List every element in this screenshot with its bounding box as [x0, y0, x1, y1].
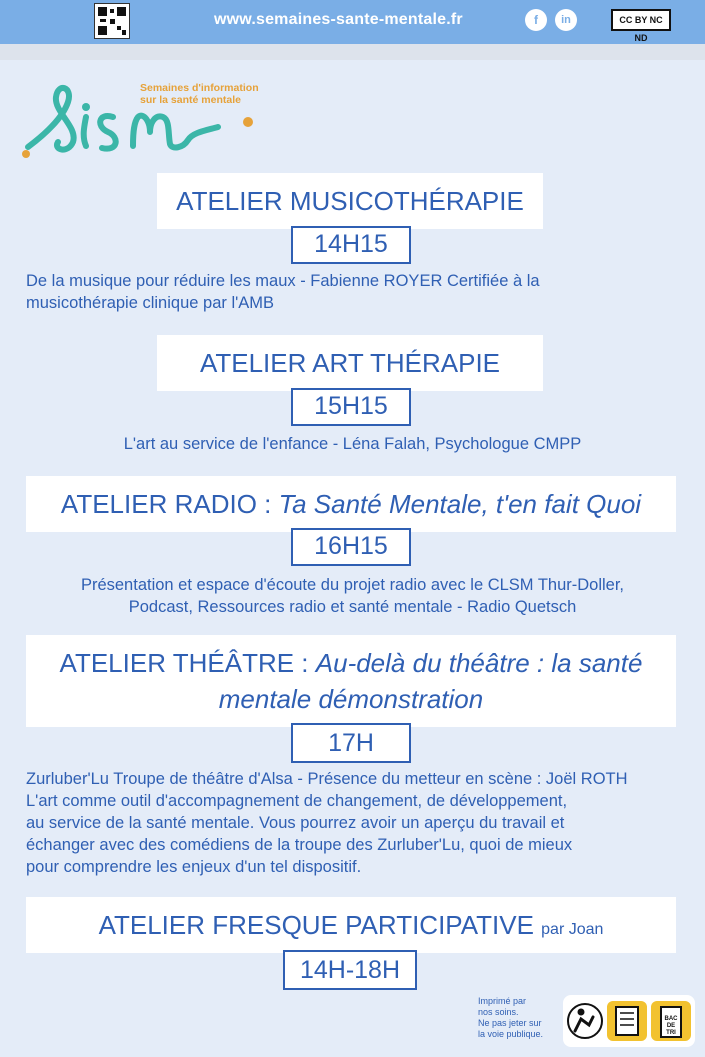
workshop-description-theatre: Zurluber'Lu Troupe de théâtre d'Alsa - Présence du metteur en scène : Joël ROTH L'art comme outil d'accompagnement de changement, de développement, au service de la santé mentale. Vous pourrez avoir un aperçu du travail et échanger avec des comédiens de la troupe des Zurluber'Lu, quoi de mieux pour comprendre les enjeux d'un tel dispositif. [26, 770, 628, 876]
workshop-title-art-therapie: ATELIER ART THÉRAPIE [157, 335, 543, 391]
top-bar [0, 0, 705, 44]
svg-text:BAC: BAC [664, 1016, 678, 1022]
workshop-time-theatre: 17H [291, 723, 411, 763]
recycling-badges [563, 995, 695, 1047]
workshop-time-musicotherapie: 14H15 [291, 226, 411, 264]
qr-code-icon [94, 3, 130, 39]
recycle-person-icon [568, 1004, 602, 1038]
website-url[interactable]: www.semaines-sante-mentale.fr [214, 11, 463, 28]
facebook-icon[interactable]: f [525, 9, 547, 31]
sorting-bin-icon [651, 1001, 691, 1041]
linkedin-icon[interactable]: in [555, 9, 577, 31]
workshop-time-radio: 16H15 [291, 528, 411, 566]
paper-icon [607, 1001, 647, 1041]
license-badge: CC BY NC ND [611, 9, 671, 31]
divider-strip [0, 44, 705, 60]
workshop-description-musicotherapie: De la musique pour réduire les maux - Fabienne ROYER Certifiée à la musicothérapie clinique par l'AMB [26, 272, 540, 312]
workshop-time-fresque: 14H-18H [283, 950, 417, 990]
workshop-description-art-therapie: L'art au service de l'enfance - Léna Falah, Psychologue CMPP [123, 435, 582, 453]
workshop-title-musicotherapie: ATELIER MUSICOTHÉRAPIE [157, 173, 543, 229]
workshop-title-radio: ATELIER RADIO : Ta Santé Mentale, t'en fait Quoi [26, 476, 676, 532]
workshop-title-theatre: ATELIER THÉÂTRE : Au-delà du théâtre : la santé mentale démonstration [26, 635, 676, 727]
svg-text:DE: DE [666, 1023, 676, 1029]
workshop-title-fresque: ATELIER FRESQUE PARTICIPATIVE par Joan [26, 897, 676, 953]
logo-tagline: Semaines d'information sur la santé mentale [140, 82, 259, 106]
workshop-time-art-therapie: 15H15 [291, 388, 411, 426]
printed-notice: Imprimé par nos soins. Ne pas jeter sur la voie publique. [478, 996, 544, 1039]
workshop-description-radio: Présentation et espace d'écoute du projet radio avec le CLSM Thur-Doller, Podcast, Ressources radio et santé mentale - Radio Quetsch [80, 576, 625, 616]
svg-text:TRI: TRI [666, 1030, 676, 1036]
